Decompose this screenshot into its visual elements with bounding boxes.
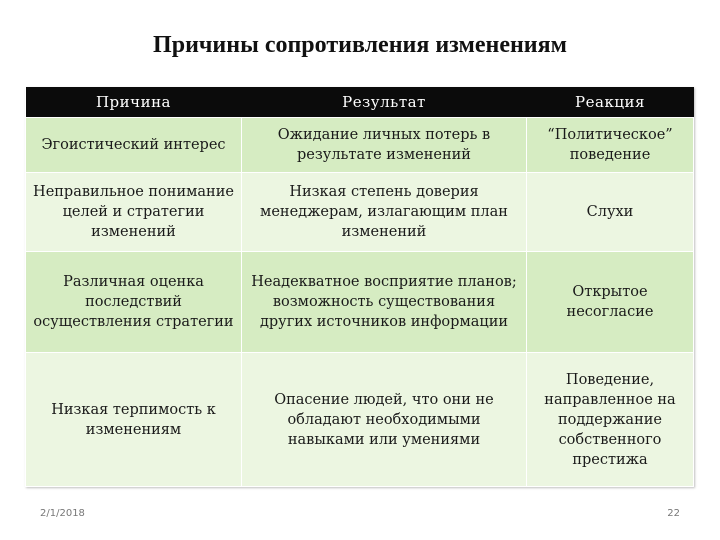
cause-cell: Эгоистический интерес	[26, 118, 242, 173]
header-cause: Причина	[26, 87, 242, 118]
table-row	[26, 252, 694, 353]
cause-cell: Низкая терпимость к изменениям	[26, 353, 242, 487]
reaction-cell: Поведение, направленное на поддержание собственного престижа	[527, 353, 694, 487]
header-result: Результат	[242, 87, 527, 118]
result-cell: Низкая степень доверия менеджерам, излагающим план изменений	[242, 173, 527, 252]
result-cell: Неадекватное восприятие планов; возможность существования других источников информации	[242, 252, 527, 353]
reaction-cell: Открытое несогласие	[527, 252, 694, 353]
result-cell: Опасение людей, что они не обладают необходимыми навыками или умениями	[242, 353, 527, 487]
cause-cell: Неправильное понимание целей и стратегии изменений	[26, 173, 242, 252]
reaction-cell: Слухи	[527, 173, 694, 252]
table-header-row	[26, 87, 694, 118]
result-cell: Ожидание личных потерь в результате изменений	[242, 118, 527, 173]
footer-date: 2/1/2018	[40, 508, 85, 519]
reasons-table	[25, 87, 694, 487]
table-row	[26, 118, 694, 173]
table-row	[26, 353, 694, 487]
cause-cell: Различная оценка последствий осуществления стратегии	[26, 252, 242, 353]
header-reaction: Реакция	[527, 87, 694, 118]
slide-title: Причины сопротивления изменениям	[153, 32, 567, 58]
page-number: 22	[667, 508, 680, 519]
table-row	[26, 173, 694, 252]
reaction-cell: “Политическое” поведение	[527, 118, 694, 173]
